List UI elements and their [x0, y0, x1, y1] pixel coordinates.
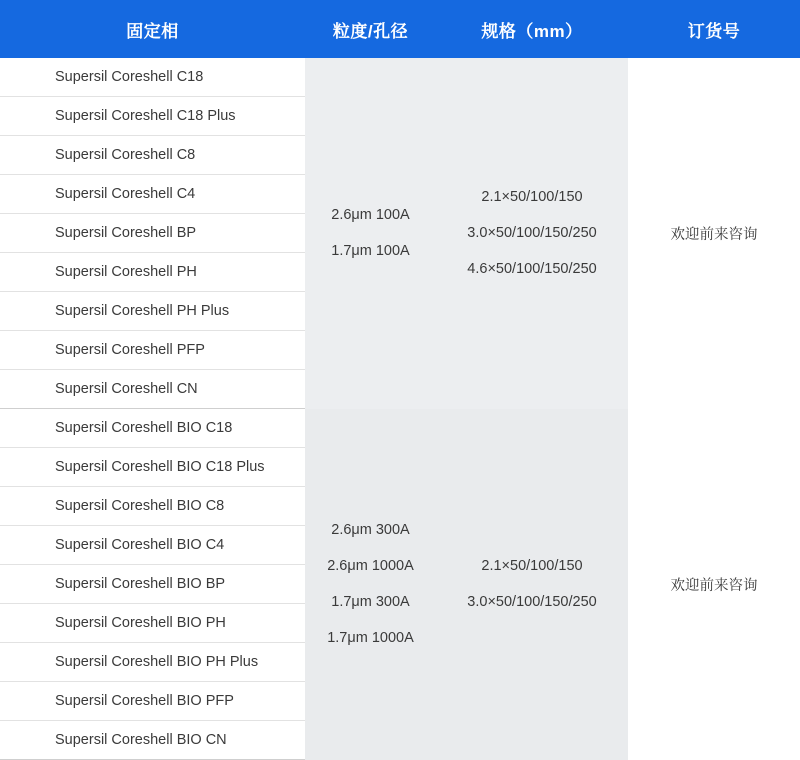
particle-line: 1.7μm 100A — [331, 243, 410, 260]
particle-line: 1.7μm 1000A — [327, 630, 414, 646]
cell-stationary-phase: Supersil Coreshell BIO CN — [0, 721, 305, 760]
cell-stationary-phase: Supersil Coreshell BIO C18 Plus — [0, 448, 305, 487]
cell-stationary-phase: Supersil Coreshell BIO C18 — [0, 409, 305, 448]
cell-stationary-phase: Supersil Coreshell PH Plus — [0, 292, 305, 331]
table-row — [0, 409, 800, 448]
cell-order-number-block-1: 欢迎前来咨询 — [628, 58, 800, 409]
cell-stationary-phase: Supersil Coreshell C18 Plus — [0, 97, 305, 136]
cell-stationary-phase: Supersil Coreshell BIO C8 — [0, 487, 305, 526]
cell-particle-pore-block-2 — [305, 409, 436, 760]
table-header — [0, 0, 800, 58]
cell-stationary-phase: Supersil Coreshell BIO BP — [0, 565, 305, 604]
table-body — [0, 58, 800, 760]
table-header-row — [0, 0, 800, 58]
cell-stationary-phase: Supersil Coreshell BIO PH Plus — [0, 643, 305, 682]
cell-stationary-phase: Supersil Coreshell BIO C4 — [0, 526, 305, 565]
particle-line: 2.6μm 100A — [331, 207, 410, 224]
cell-stationary-phase: Supersil Coreshell PFP — [0, 331, 305, 370]
particle-line: 2.6μm 300A — [331, 522, 410, 538]
column-header-stationary-phase: 固定相 — [0, 0, 305, 58]
table-row — [0, 58, 800, 97]
cell-particle-pore-block-1 — [305, 58, 436, 409]
column-header-dimensions: 规格（mm） — [436, 0, 628, 58]
cell-stationary-phase: Supersil Coreshell BIO PH — [0, 604, 305, 643]
column-header-order-number: 订货号 — [628, 0, 800, 58]
cell-stationary-phase: Supersil Coreshell C8 — [0, 136, 305, 175]
spec-line: 4.6×50/100/150/250 — [467, 261, 597, 278]
cell-stationary-phase: Supersil Coreshell CN — [0, 370, 305, 409]
cell-order-number-block-2: 欢迎前来咨询 — [628, 409, 800, 760]
particle-line: 1.7μm 300A — [331, 594, 410, 610]
cell-stationary-phase: Supersil Coreshell BP — [0, 214, 305, 253]
spec-line: 2.1×50/100/150 — [481, 558, 583, 574]
cell-stationary-phase: Supersil Coreshell BIO PFP — [0, 682, 305, 721]
cell-dimensions-block-2 — [436, 409, 628, 760]
cell-stationary-phase: Supersil Coreshell C4 — [0, 175, 305, 214]
spec-line: 2.1×50/100/150 — [481, 189, 583, 206]
cell-stationary-phase: Supersil Coreshell PH — [0, 253, 305, 292]
cell-dimensions-block-1 — [436, 58, 628, 409]
particle-line: 2.6μm 1000A — [327, 558, 414, 574]
spec-line: 3.0×50/100/150/250 — [467, 225, 597, 242]
column-header-particle-pore: 粒度/孔径 — [305, 0, 436, 58]
spec-line: 3.0×50/100/150/250 — [467, 594, 597, 610]
cell-stationary-phase: Supersil Coreshell C18 — [0, 58, 305, 97]
